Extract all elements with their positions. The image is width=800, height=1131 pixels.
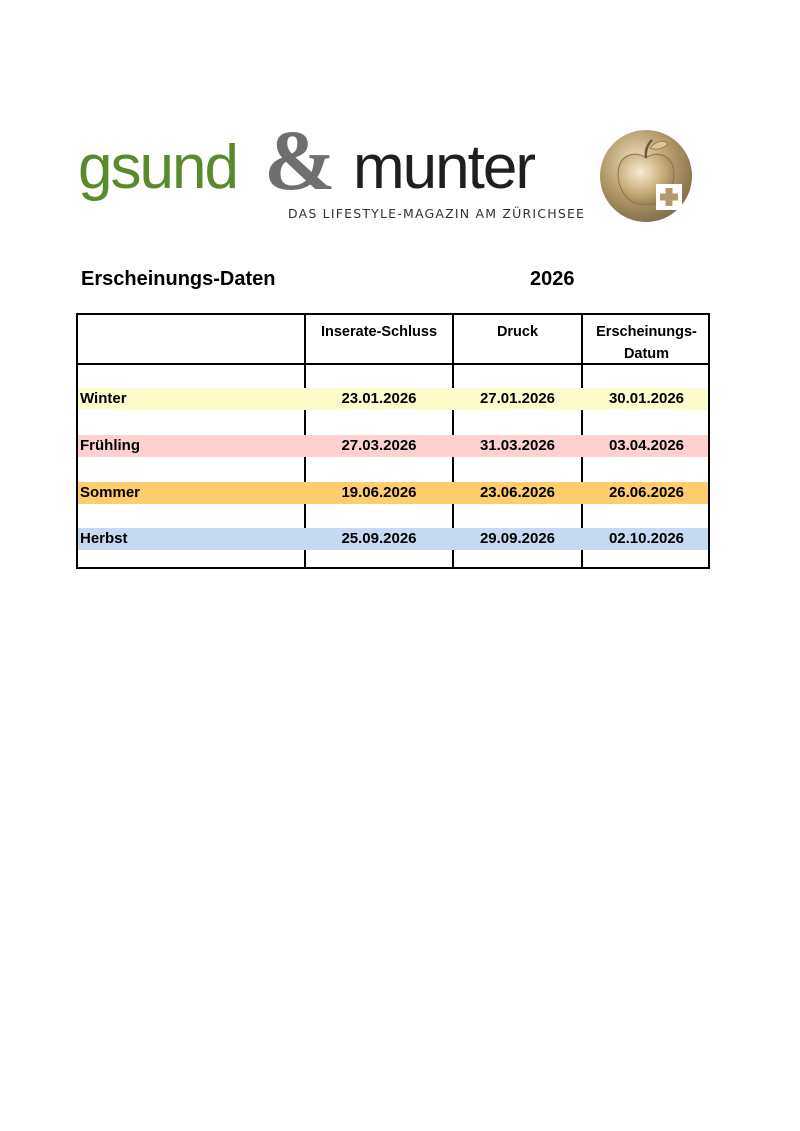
row-label: Winter — [80, 390, 127, 407]
druck-date: 29.09.2026 — [479, 530, 556, 547]
logo-word-munter: munter — [353, 133, 534, 202]
druck-date: 27.01.2026 — [479, 390, 556, 407]
dates-table — [76, 313, 710, 569]
row-label: Sommer — [80, 484, 141, 501]
header-inserate-schluss: Inserate-Schluss — [320, 324, 438, 340]
header-erscheinungs-line1: Erscheinungs- — [596, 324, 697, 340]
row-label: Frühling — [80, 437, 140, 454]
erscheinungs-date: 03.04.2026 — [608, 437, 685, 454]
druck-date: 23.06.2026 — [479, 484, 556, 501]
magazine-logo — [78, 112, 698, 228]
row-herbst — [78, 528, 708, 550]
inserate-schluss-date: 23.01.2026 — [341, 390, 417, 407]
row-label: Herbst — [80, 530, 128, 547]
golden-apple-icon — [598, 128, 694, 224]
erscheinungs-date: 30.01.2026 — [608, 390, 685, 407]
logo-tagline: DAS LIFESTYLE-MAGAZIN AM ZÜRICHSEE — [288, 206, 586, 221]
erscheinungs-date: 26.06.2026 — [608, 484, 685, 501]
row-winter — [78, 388, 708, 410]
logo-ampersand: & — [264, 112, 336, 208]
header-druck: Druck — [496, 324, 539, 340]
druck-date: 31.03.2026 — [479, 437, 556, 454]
row-fruehling — [78, 435, 708, 457]
erscheinungs-date: 02.10.2026 — [608, 530, 685, 547]
logo-word-gsund: gsund — [78, 133, 237, 202]
row-sommer — [78, 482, 708, 504]
inserate-schluss-date: 19.06.2026 — [341, 484, 417, 501]
year-label: 2026 — [530, 268, 575, 290]
inserate-schluss-date: 25.09.2026 — [341, 530, 417, 547]
inserate-schluss-date: 27.03.2026 — [341, 437, 417, 454]
header-erscheinungs-datum — [583, 321, 710, 365]
header-erscheinungs-line2: Datum — [623, 346, 670, 362]
page-title: Erscheinungs-Daten — [81, 268, 276, 290]
